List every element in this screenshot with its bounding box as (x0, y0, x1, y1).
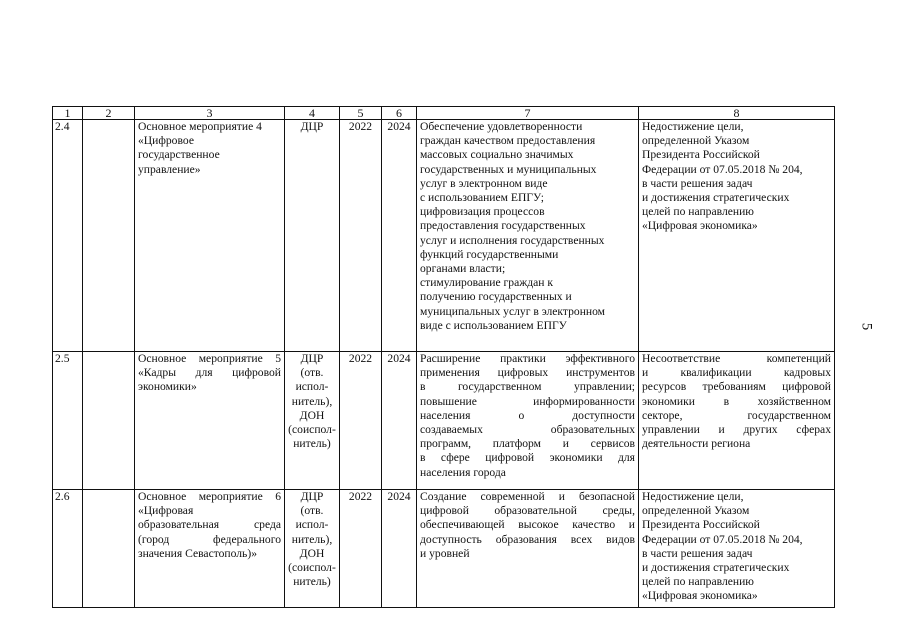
executor-cell (285, 352, 340, 490)
result-line: программ, платформ и сервисов (420, 437, 635, 451)
start-year-cell: 2022 (340, 352, 382, 490)
measure-line: Основное мероприятие 6 (138, 490, 281, 503)
end-year-cell: 2024 (382, 120, 417, 352)
executor-line: нитель) (293, 437, 331, 451)
result-line: Создание современной и безопасной (420, 490, 635, 503)
consequence-cell (639, 490, 835, 608)
result-line: в сфере цифровой экономики для (420, 451, 635, 465)
measure-line: «Кадры для цифровой (138, 366, 281, 380)
result-line: создаваемых образовательных (420, 423, 635, 437)
result-line: цифровой образовательной среды, (420, 504, 635, 518)
end-year-cell: 2024 (382, 490, 417, 608)
measure-line: Основное мероприятие 4 (138, 120, 262, 133)
consequence-line: определенной Указом (642, 504, 750, 518)
result-line: применения цифровых инструментов (420, 366, 635, 380)
result-line: граждан качеством предоставления (420, 134, 596, 148)
measure-line: экономики» (138, 380, 197, 394)
executor-line: ДОН (299, 408, 325, 422)
result-line: виде с использованием ЕПГУ (420, 318, 567, 332)
measure-cell (135, 352, 285, 490)
page-number: 5 (858, 322, 875, 331)
column-2-cell (83, 352, 135, 490)
header-cell: 5 (340, 107, 382, 120)
measure-line: Основное мероприятие 5 (138, 352, 281, 365)
header-cell: 7 (417, 107, 639, 120)
result-line: населения о доступности (420, 408, 635, 422)
consequence-line: Несоответствие компетенций (642, 352, 831, 365)
result-line: муниципальных услуг в электронном (420, 304, 606, 318)
row-number-cell: 2.4 (53, 120, 83, 352)
header-cell: 8 (639, 107, 835, 120)
result-line: государственных и муниципальных (420, 162, 597, 176)
consequence-line: Недостижение цели, (642, 120, 744, 133)
header-cell: 2 (83, 107, 135, 120)
executor-line: (соиспол- (288, 423, 336, 437)
measure-line: (город федерального (138, 532, 281, 546)
executor-line: нитель), (291, 532, 333, 546)
consequence-line: «Цифровая экономика» (642, 219, 758, 233)
consequence-line: целей по направлению (642, 575, 754, 589)
measure-line: управление» (138, 162, 201, 176)
consequence-line: экономики в хозяйственном (642, 394, 831, 408)
result-line: массовых социально значимых (420, 148, 574, 162)
program-table (52, 106, 835, 608)
executor-line: (отв. (300, 366, 324, 380)
start-year-cell: 2022 (340, 120, 382, 352)
executor-line: испол- (295, 380, 329, 394)
consequence-line: определенной Указом (642, 134, 750, 148)
measure-line: «Цифровая (138, 504, 194, 518)
expected-result-cell (417, 120, 639, 352)
executor-cell (285, 120, 340, 352)
expected-result-cell (417, 352, 639, 490)
result-line: органами власти; (420, 262, 506, 276)
result-line: цифровизация процессов (420, 205, 545, 219)
result-line: обеспечивающей высокое качество и (420, 518, 635, 532)
consequence-line: управлении и других сферах (642, 423, 831, 437)
executor-line: испол- (295, 518, 329, 532)
measure-cell (135, 490, 285, 608)
table-row (53, 120, 835, 352)
consequence-line: целей по направлению (642, 205, 754, 219)
executor-line: (соиспол- (288, 561, 336, 575)
row-number-cell: 2.5 (53, 352, 83, 490)
result-line: в государственном управлении; (420, 380, 635, 394)
executor-line: ДЦР (300, 490, 324, 503)
result-line: получению государственных и (420, 290, 572, 304)
result-line: функций государственными (420, 247, 559, 261)
header-row (53, 107, 835, 120)
measure-line: значения Севастополь)» (138, 546, 258, 560)
consequence-line: Президента Российской (642, 518, 760, 532)
end-year-cell: 2024 (382, 352, 417, 490)
executor-line: нитель) (293, 575, 331, 589)
executor-line: ДЦР (300, 352, 324, 365)
expected-result-cell (417, 490, 639, 608)
column-2-cell (83, 120, 135, 352)
consequence-line: Федерации от 07.05.2018 № 204, (642, 162, 803, 176)
result-line: доступность образования всех видов (420, 532, 635, 546)
consequence-line: Недостижение цели, (642, 490, 744, 503)
measure-line: «Цифровое (138, 134, 194, 148)
consequence-cell (639, 120, 835, 352)
result-line: Расширение практики эффективного (420, 352, 635, 365)
row-number-cell: 2.6 (53, 490, 83, 608)
consequence-line: и достижения стратегических (642, 191, 790, 205)
consequence-line: и квалификации кадровых (642, 366, 831, 380)
result-line: стимулирование граждан к (420, 276, 554, 290)
consequence-line: в части решения задач (642, 546, 753, 560)
column-2-cell (83, 490, 135, 608)
table-row (53, 352, 835, 490)
result-line: услуг и исполнения государственных (420, 233, 605, 247)
result-line: услуг в электронном виде (420, 176, 548, 190)
header-cell: 6 (382, 107, 417, 120)
result-line: и уровней (420, 546, 470, 560)
result-line: населения города (420, 465, 506, 479)
consequence-line: ресурсов требованиям цифровой (642, 380, 831, 394)
executor-line: нитель), (291, 394, 333, 408)
measure-line: образовательная среда (138, 518, 281, 532)
result-line: Обеспечение удовлетворенности (420, 120, 583, 133)
start-year-cell: 2022 (340, 490, 382, 608)
executor-line: ДЦР (300, 120, 324, 133)
executor-line: (отв. (300, 504, 324, 518)
measure-cell (135, 120, 285, 352)
executor-line: ДОН (299, 546, 325, 560)
measure-line: государственное (138, 148, 220, 162)
consequence-cell (639, 352, 835, 490)
executor-cell (285, 490, 340, 608)
consequence-line: деятельности региона (642, 437, 751, 451)
consequence-line: и достижения стратегических (642, 561, 790, 575)
header-cell: 3 (135, 107, 285, 120)
result-line: с использованием ЕПГУ; (420, 191, 545, 205)
consequence-line: Президента Российской (642, 148, 760, 162)
consequence-line: «Цифровая экономика» (642, 589, 758, 603)
table-row (53, 490, 835, 608)
consequence-line: секторе, государственном (642, 408, 831, 422)
result-line: повышение информированности (420, 394, 635, 408)
header-cell: 1 (53, 107, 83, 120)
consequence-line: в части решения задач (642, 176, 753, 190)
consequence-line: Федерации от 07.05.2018 № 204, (642, 532, 803, 546)
result-line: предоставления государственных (420, 219, 586, 233)
header-cell: 4 (285, 107, 340, 120)
